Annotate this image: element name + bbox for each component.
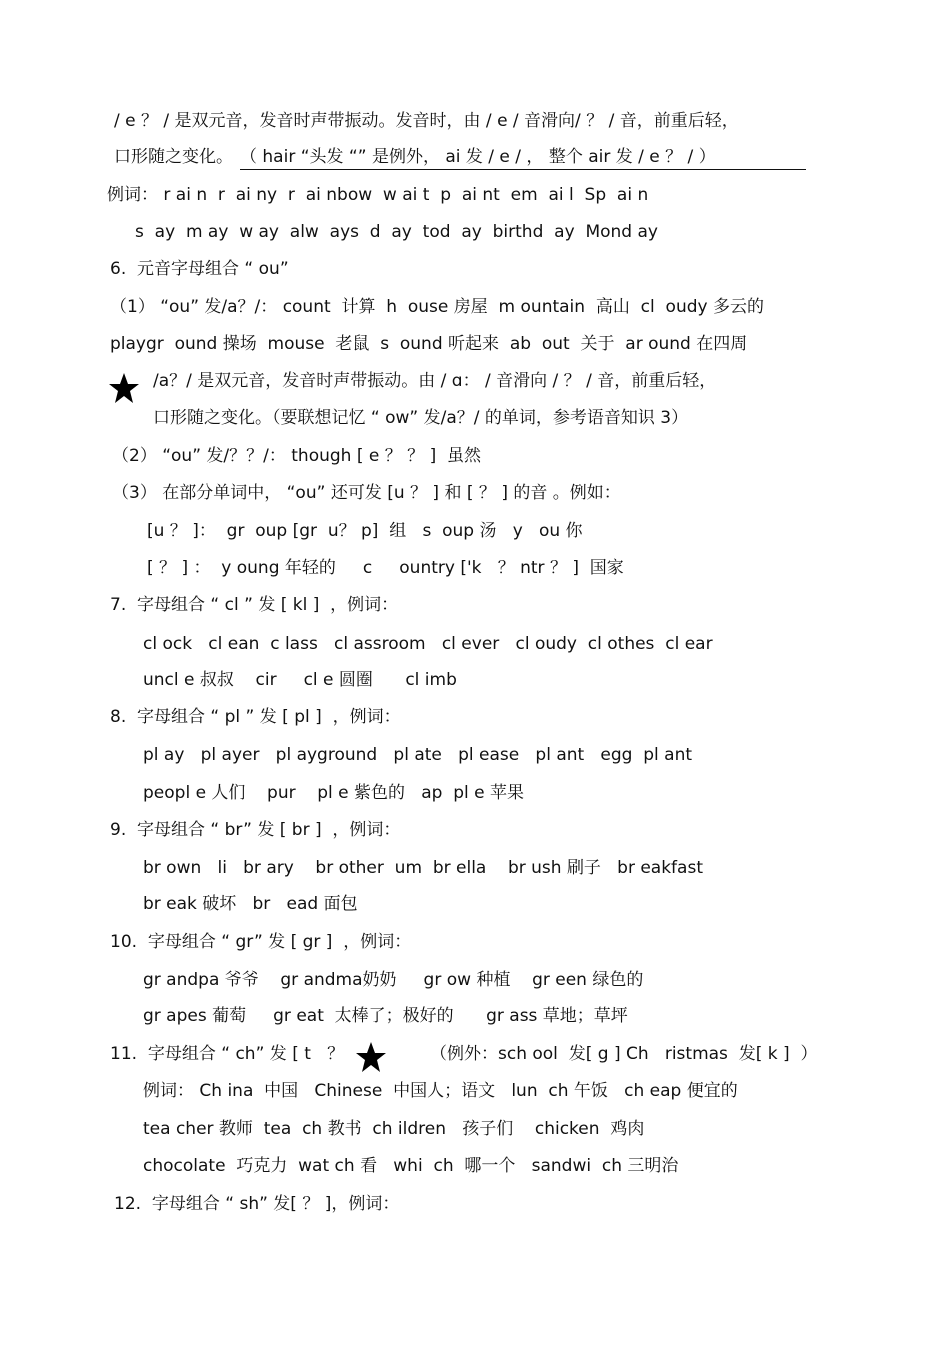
text-line: pl ay pl ayer pl ayground pl ate pl ease pl ant egg pl ant xyxy=(143,745,693,765)
section-heading: 12. 字母组合 “ sh” 发[ ？ ]，例词： xyxy=(114,1194,400,1214)
text-line: 例词： Ch ina 中国 Chinese 中国人；语文 lun ch 午饭 ch eap 便宜的 xyxy=(143,1081,738,1101)
text-line: [u ？ ]： gr oup [gr u？ p] 组 s oup 汤 y ou 你 xyxy=(147,521,583,541)
section-heading: 7. 字母组合 “ cl ” 发 [ kl ] ，例词： xyxy=(110,595,399,615)
star-icon xyxy=(108,372,140,404)
text-line: 例词： r ai n r ai ny r ai nbow w ai t p ai nt em ai l Sp ai n xyxy=(107,185,649,205)
text-line: uncl e 叔叔 cir cl e 圆圈 cl imb xyxy=(143,670,457,690)
text-line: br eak 破坏 br ead 面包 xyxy=(143,894,358,914)
section-heading: 10. 字母组合 “ gr” 发 [ gr ] ，例词： xyxy=(110,932,412,952)
text-line: tea cher 教师 tea ch 教书 ch ildren 孩子们 chicken 鸡肉 xyxy=(143,1119,645,1139)
text-line: 口形随之变化。 xyxy=(114,147,233,167)
text-line: cl ock cl ean c lass cl assroom cl ever cl oudy cl othes cl ear xyxy=(143,634,713,654)
text-line: gr apes 葡萄 gr eat 太棒了；极好的 gr ass 草地；草坪 xyxy=(143,1006,628,1026)
text-line: br own li br ary br other um br ella br ush 刷子 br eakfast xyxy=(143,858,703,878)
text-line: /a？/ 是双元音，发音时声带振动。由 / ɑ： / 音滑向 / ？ / 音，前重后轻， xyxy=(153,371,717,391)
section-heading: 8. 字母组合 “ pl ” 发 [ pl ] ，例词： xyxy=(110,707,401,727)
text-line: playgr ound 操场 mouse 老鼠 s ound 听起来 ab out 关于 ar ound 在四周 xyxy=(110,334,748,354)
text-line: chocolate 巧克力 wat ch 看 whi ch 哪一个 sandwi ch 三明治 xyxy=(143,1156,679,1176)
text-line: 口形随之变化。（要联想记忆 “ ow” 发/a？/ 的单词，参考语音知识 3） xyxy=(153,408,689,428)
text-line: （1） “ou” 发/a？/： count 计算 h ouse 房屋 m ountain 高山 cl oudy 多云的 xyxy=(110,297,764,317)
underlined-note: （ hair “头发 “” 是例外， ai 发 / e / ， 整个 air 发 / e ？ / ） xyxy=(240,146,806,170)
text-line: （3） 在部分单词中， “ou” 还可发 [u ？ ] 和 [ ？ ] 的音 。例如： xyxy=(112,483,621,503)
section-heading: 11. 字母组合 “ ch” 发 [ t ？ xyxy=(110,1044,345,1064)
section-heading: 9. 字母组合 “ br” 发 [ br ] ，例词： xyxy=(110,820,401,840)
section-heading: 6. 元音字母组合 “ ou” xyxy=(110,259,289,279)
text-line: （例外：sch ool 发[ g ] Ch ristmas 发[ k ] ） xyxy=(430,1044,818,1064)
text-line: s ay m ay w ay alw ays d ay tod ay birthd ay Mond ay xyxy=(135,222,658,242)
text-line: （2） “ou” 发/？？/： though [ e ？ ？ ] 虽然 xyxy=(112,446,482,466)
text-line: [ ？ ] ： y oung 年轻的 c ountry ['k ？ ntr ？ ] 国家 xyxy=(147,558,624,578)
text-line: peopl e 人们 pur pl e 紫色的 ap pl e 苹果 xyxy=(143,783,525,803)
text-line: gr andpa 爷爷 gr andma奶奶 gr ow 种植 gr een 绿色的 xyxy=(143,970,644,990)
star-icon xyxy=(355,1041,387,1073)
text-line: / e ？ / 是双元音，发音时声带振动。发音时，由 / e / 音滑向/ ？ / 音，前重后轻， xyxy=(114,111,739,131)
